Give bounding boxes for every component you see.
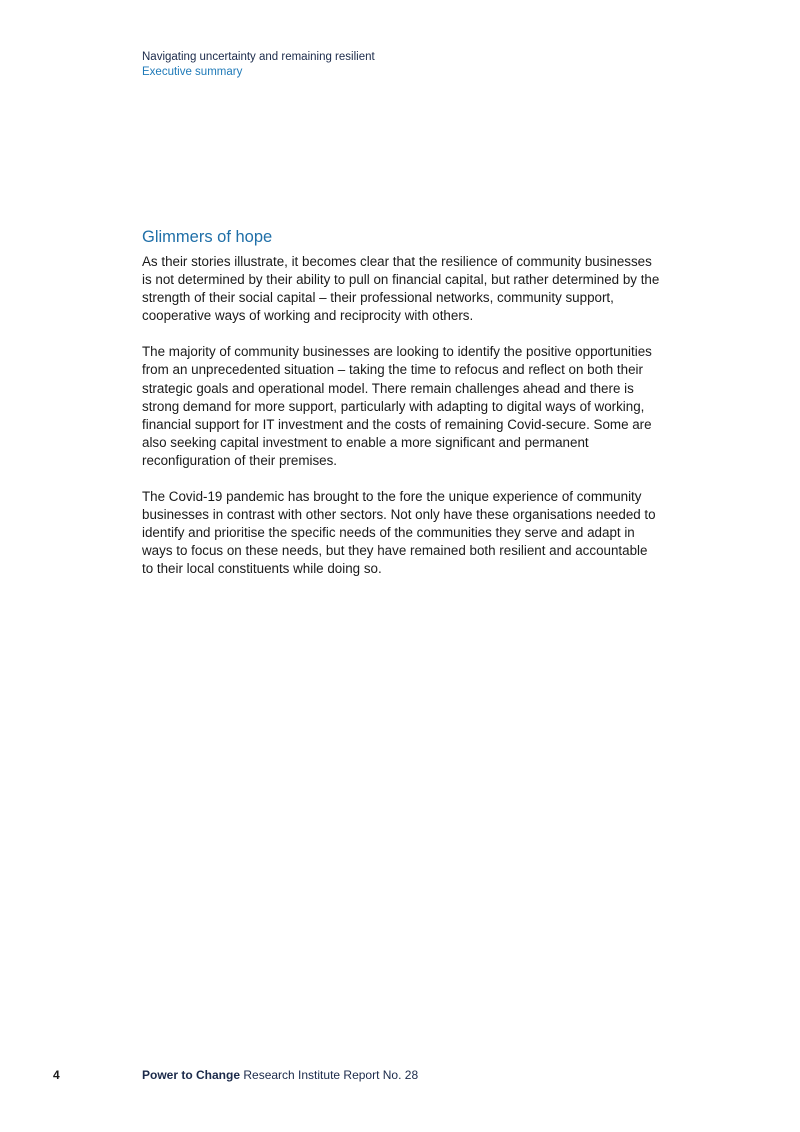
section-heading: Glimmers of hope	[142, 228, 273, 246]
body-paragraph-3: The Covid-19 pandemic has brought to the fore the unique experience of community businesses in contrast with other sectors. Not only have these organisations needed to identify and prioritise the specific needs of the communities they serve and adapt in ways to focus on these needs, but they have remained both resilient and accountable to their local constituents while doing so.	[142, 489, 656, 577]
page-number: 4	[53, 1068, 60, 1082]
body-paragraph-2: The majority of community businesses are looking to identify the positive opportunities from an unprecedented situation – taking the time to refocus and reflect on both their strategic goals and operational model. There remain challenges ahead and there is strong demand for more support, particularly with adapting to digital ways of working, financial support for IT investment and the costs of remaining Covid-secure. Some are also seeking capital investment to enable a more significant and permanent reconfiguration of their premises.	[142, 344, 652, 468]
report-name: Research Institute Report No. 28	[243, 1068, 419, 1082]
section-title: Executive summary	[142, 66, 243, 78]
main-content	[142, 227, 662, 597]
brand-name: Power to Change	[142, 1068, 241, 1082]
body-paragraph-1: As their stories illustrate, it becomes clear that the resilience of community businesses is not determined by their ability to pull on financial capital, but rather determined by the strength of their social capital – their professional networks, community support, cooperative ways of working and reciprocity with others.	[142, 254, 660, 324]
report-line	[142, 1067, 418, 1083]
document-title: Navigating uncertainty and remaining resilient	[142, 51, 375, 63]
running-header	[142, 50, 375, 80]
page-footer	[0, 1067, 800, 1085]
